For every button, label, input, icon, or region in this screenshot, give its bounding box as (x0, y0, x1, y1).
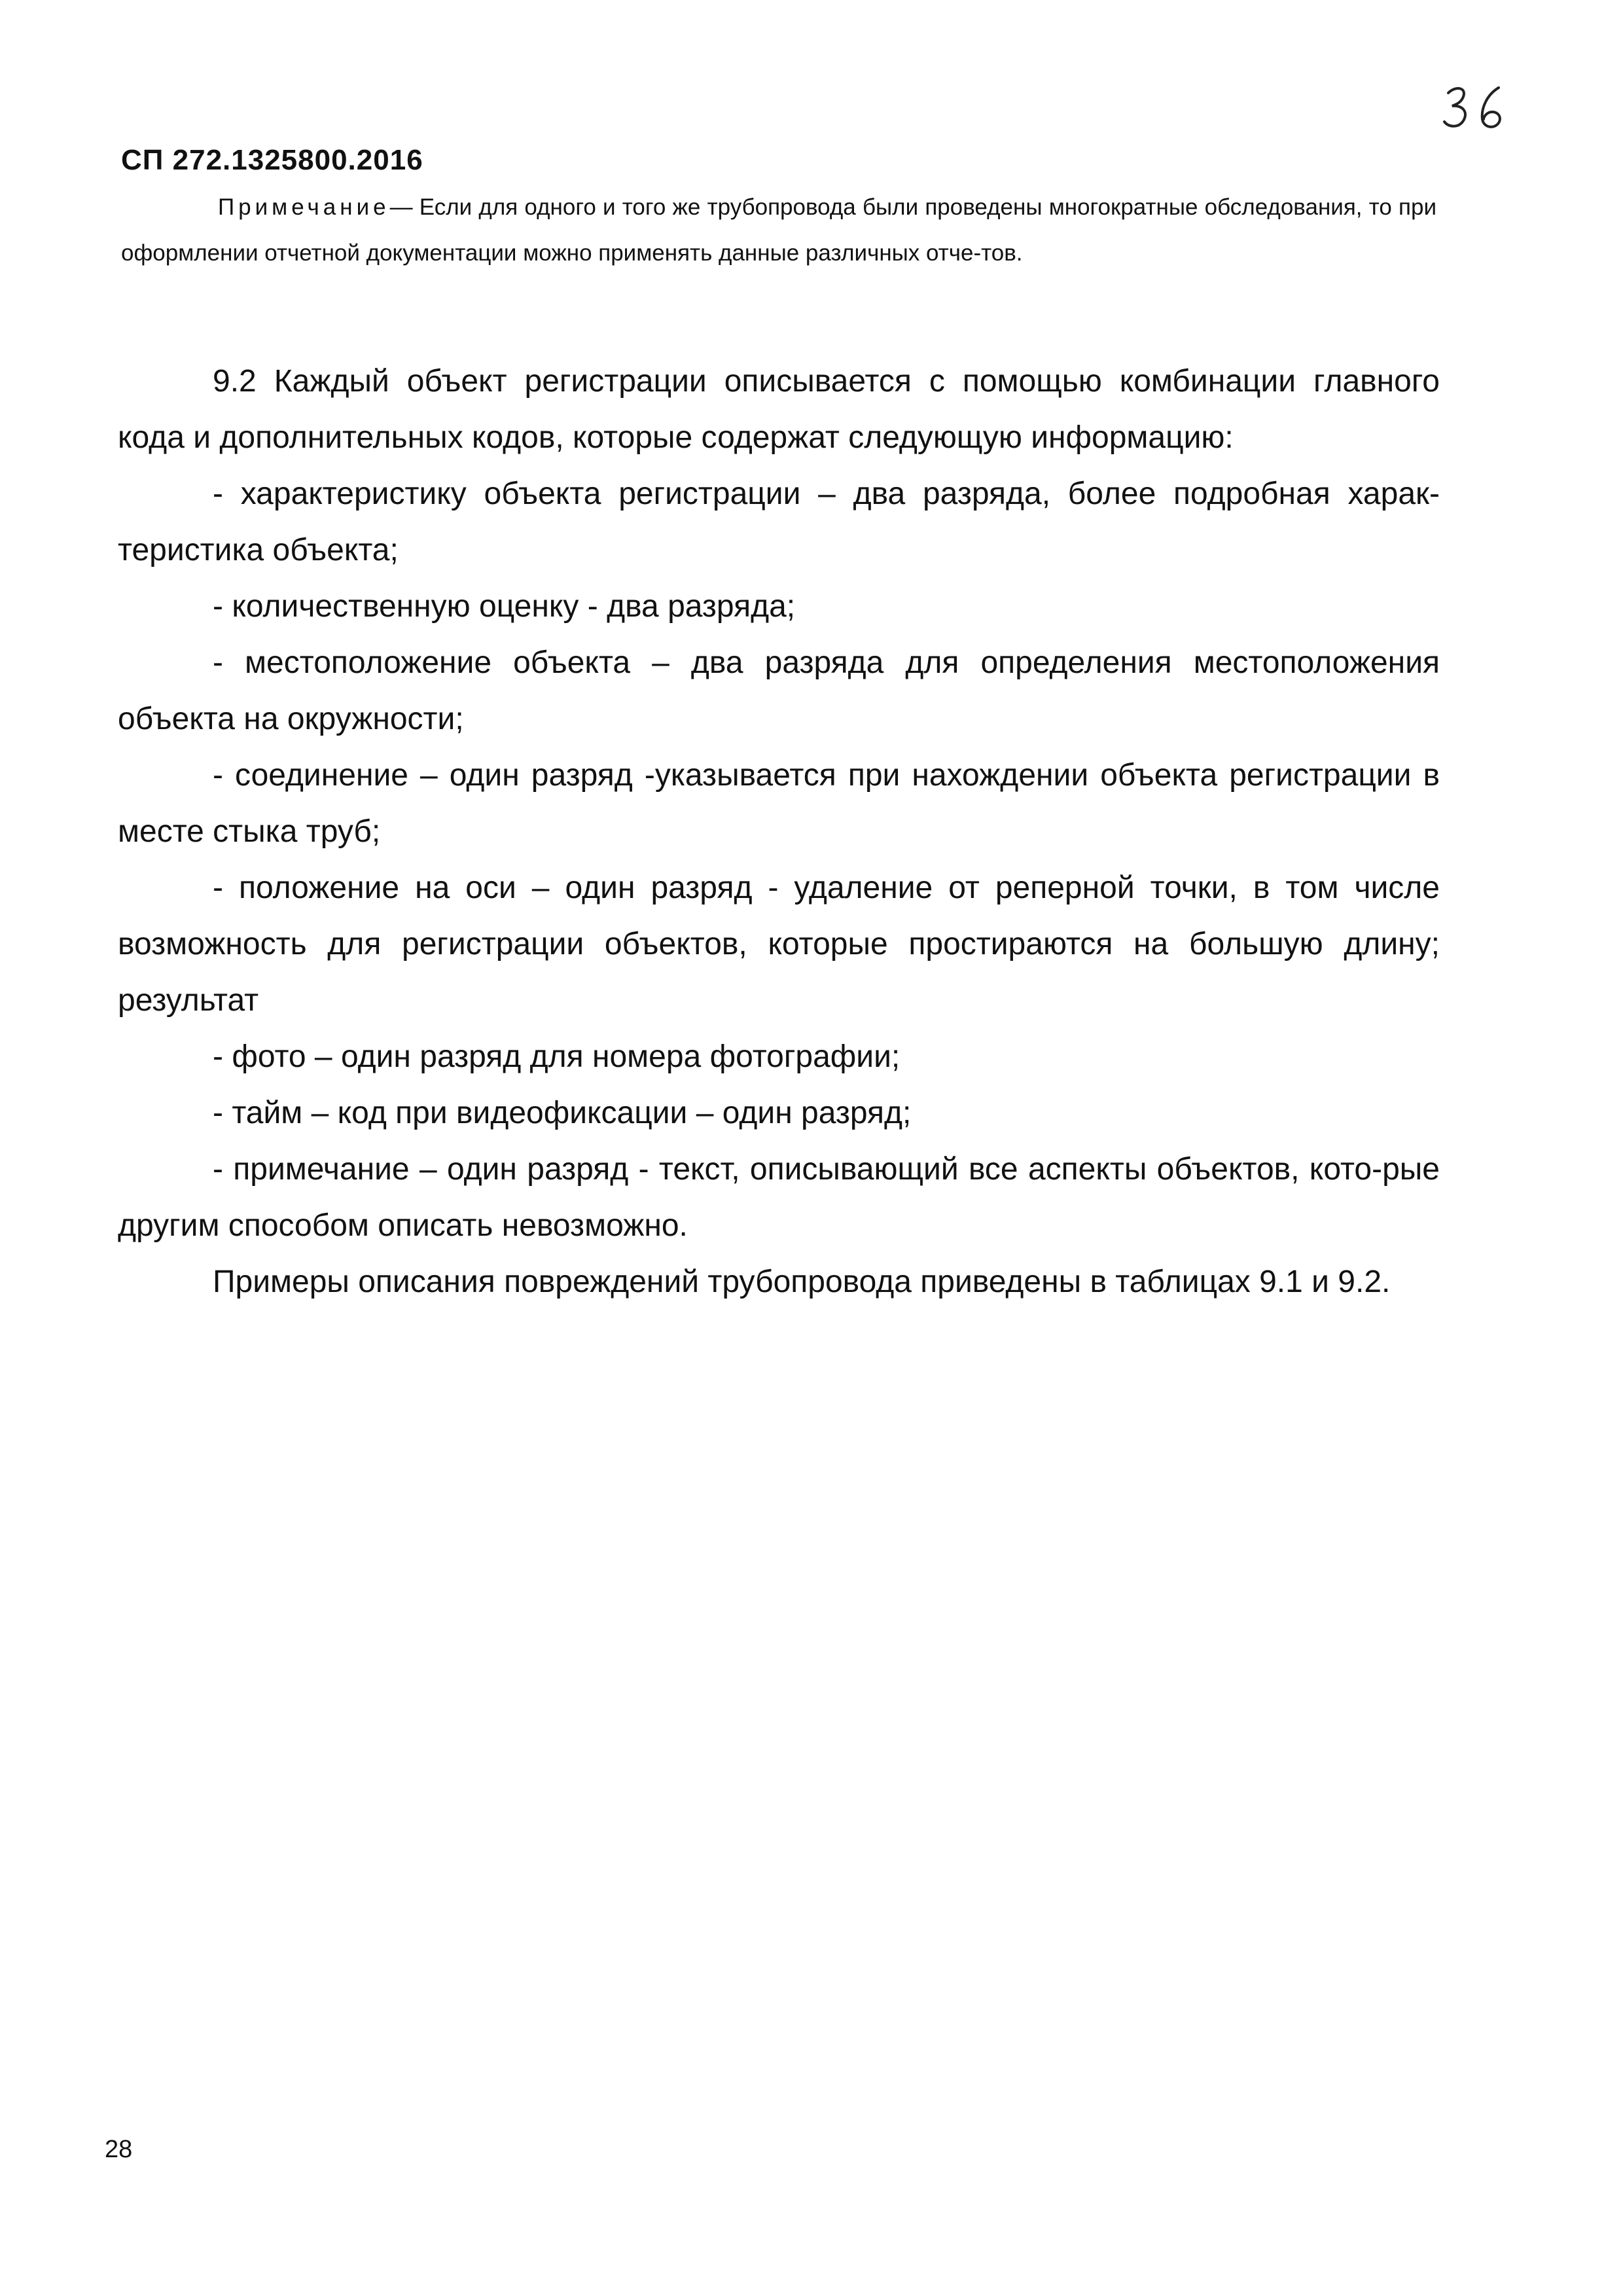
document-code: СП 272.1325800.2016 (121, 144, 423, 176)
list-item: - фото – один разряд для номера фотографии; (213, 1039, 901, 1074)
section-body (118, 353, 1440, 1310)
list-item: - соединение – один разряд -указывается при нахождении объекта регистрации в месте стыка труб; (118, 758, 1440, 849)
list-item: - положение на оси – один разряд - удаление от реперной точки, в том числе возможность для регистрации объектов, которые простираются на большую длину; результат (118, 870, 1440, 1018)
handwritten-page-number (1436, 79, 1515, 137)
note-label: Примечание (218, 194, 390, 220)
note-text: Если для одного и того же трубопровода были проведены многократные обследования, то при оформлении отчетной документации можно применять данные различных отче-тов. (121, 194, 1436, 266)
paragraph: Примеры описания повреждений трубопровода приведены в таблицах 9.1 и 9.2. (213, 1265, 1391, 1299)
list-item: - характеристику объекта регистрации – два разряда, более подробная харак-теристика объекта; (118, 476, 1440, 567)
list-item: - местоположение объекта – два разряда для определения местоположения объекта на окружности; (118, 645, 1440, 736)
note-dash: — (389, 194, 413, 220)
list-item: - примечание – один разряд - текст, описывающий все аспекты объектов, кото-рые другим способом описать невозможно. (118, 1152, 1440, 1243)
list-item: - количественную оценку - два разряда; (213, 589, 796, 624)
note-block (121, 185, 1436, 276)
list-item: - тайм – код при видеофиксации – один разряд; (213, 1096, 912, 1130)
page-number: 28 (105, 2136, 133, 2163)
paragraph: 9.2 Каждый объект регистрации описывается с помощью комбинации главного кода и дополнительных кодов, которые содержат следующую информацию: (118, 364, 1440, 455)
